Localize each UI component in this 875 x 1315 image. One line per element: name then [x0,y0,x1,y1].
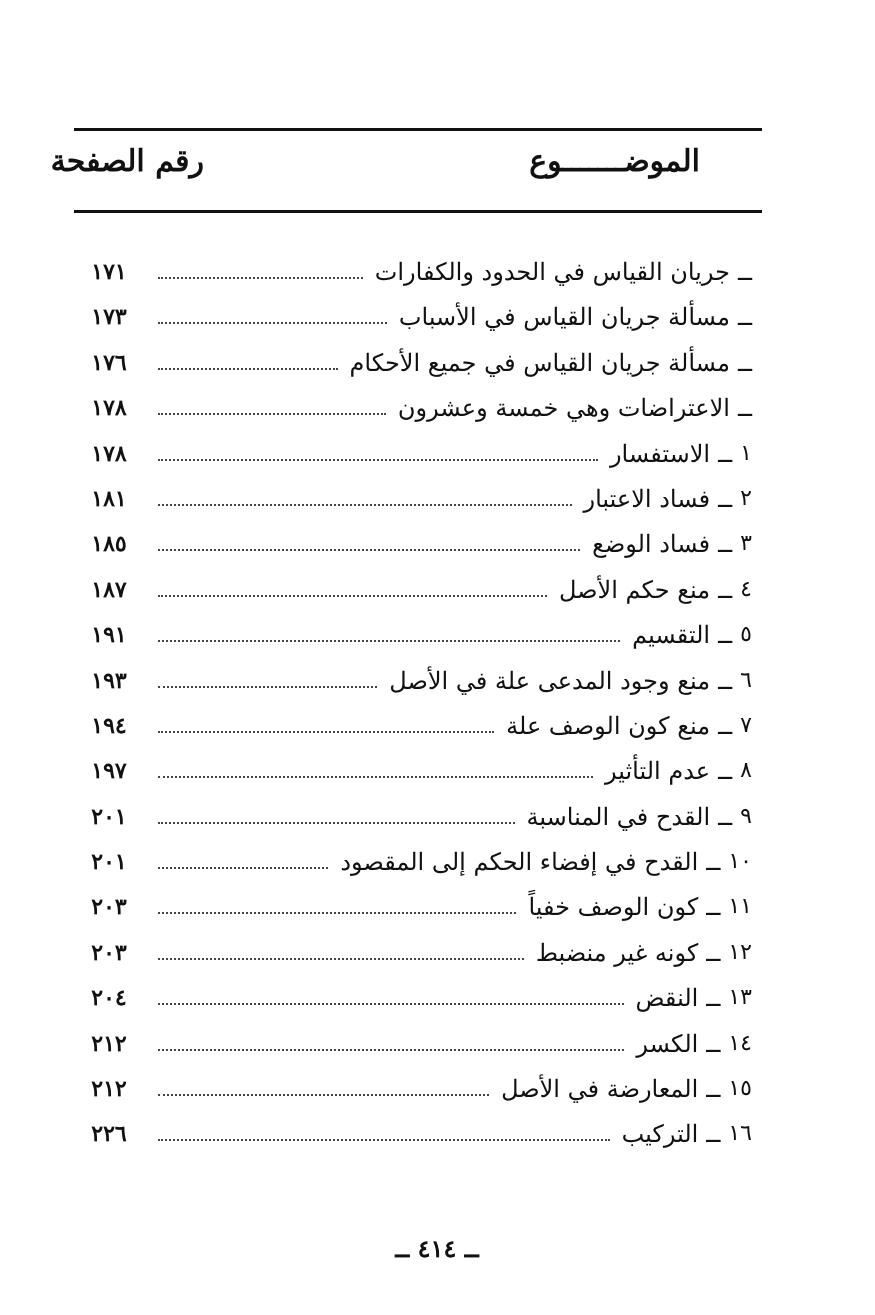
column-header-topic: الموضـــــــوع [529,144,700,179]
toc-entry-dash: ــ [706,893,721,922]
toc-entry [74,343,762,388]
toc-entry-title: الكسر [636,1029,699,1058]
toc-entry-title: منع وجود المدعى علة في الأصل [389,666,711,695]
toc-entry [74,297,762,342]
toc-entry-page-number: ١٨٥ [91,531,127,558]
toc-entry-title: المعارضة في الأصل [501,1075,699,1104]
toc-entry-page-number: ١٧٣ [91,304,127,331]
toc-entry-dash: ــ [718,711,733,740]
toc-entry-text [527,797,752,837]
toc-entry-text [375,252,752,292]
toc-entry-page-number: ٢٠١ [91,849,127,876]
toc-entry-title: فساد الاعتبار [583,484,711,513]
toc-entry [74,706,762,751]
toc-entry [74,570,762,615]
toc-entry-page-number: ٢٢٦ [91,1121,127,1148]
toc-entry-text [622,1114,752,1154]
toc-entry-page-number: ١٧٦ [91,349,127,376]
toc-entry-number: ١٣ [728,985,752,1011]
toc-entry-text [350,343,752,383]
toc-entry-number: ١٦ [728,1121,752,1147]
toc-entry-text [389,661,752,701]
toc-entry-title: منع حكم الأصل [559,575,711,604]
toc-entry-title: الاعتراضات وهي خمسة وعشرون [397,394,730,423]
dot-leader [158,459,598,461]
toc-entry-page-number: ٢٠٣ [91,894,127,921]
toc-entry [74,1024,762,1069]
toc-entry-text [632,615,752,655]
toc-entry-dash: ــ [718,439,733,468]
toc-entry-dash: ــ [706,848,721,877]
toc-entry-dash: ــ [737,394,752,423]
toc-entry [74,842,762,887]
toc-entry-page-number: ١٧٨ [91,440,127,467]
toc-entry [74,434,762,479]
toc-entry [74,1069,762,1114]
toc-entry-dash: ــ [737,303,752,332]
toc-entry-text [399,297,752,337]
toc-entry-page-number: ٢١٢ [91,1076,127,1103]
toc-entry-text [592,524,752,564]
toc-entry-page-number: ٢١٢ [91,1030,127,1057]
toc-entry-title: جريان القياس في الحدود والكفارات [374,258,730,286]
dot-leader [158,277,363,279]
toc-entry-dash: ــ [718,484,733,513]
toc-entry-number: ١٥ [728,1076,752,1102]
dot-leader [158,504,572,506]
dot-leader [158,413,386,415]
dot-leader [158,1139,610,1141]
toc-entry-text [506,706,752,746]
dot-leader [158,731,494,733]
table-of-contents [74,252,762,1160]
toc-entry-dash: ــ [706,1029,721,1058]
toc-entry-dash: ــ [718,575,733,604]
toc-entry-number: ١٤ [728,1030,752,1056]
toc-entry [74,661,762,706]
toc-entry-page-number: ١٧٨ [91,395,127,422]
toc-entry-dash: ــ [737,348,752,377]
toc-entry-dash: ــ [718,530,733,559]
toc-entry-page-number: ١٨٧ [91,576,127,603]
toc-entry-text [559,570,752,610]
toc-entry [74,615,762,660]
toc-entry-text [536,933,752,973]
toc-entry-title: مسألة جريان القياس في الأسباب [398,303,730,332]
column-header-page-number: رقم الصفحة [50,144,204,179]
toc-entry-dash: ــ [706,1075,721,1104]
toc-entry [74,388,762,433]
toc-entry-title: كونه غير منضبط [535,938,699,967]
dot-leader [158,1094,489,1096]
toc-entry-number: ١٢ [728,939,752,965]
dot-leader [158,640,620,642]
toc-entry-number: ١٠ [728,849,752,875]
toc-entry-text [636,1024,752,1064]
toc-entry-number: ٨ [740,758,752,784]
toc-entry [74,1114,762,1159]
toc-entry-title: القدح في المناسبة [526,802,711,831]
header-bottom-rule [74,210,762,213]
toc-entry-number: ٩ [740,803,752,829]
header-top-rule [74,128,762,131]
dot-leader [158,322,387,324]
toc-entry-text [340,842,752,882]
dot-leader [158,686,377,688]
toc-entry [74,479,762,524]
toc-entry-dash: ــ [718,802,733,831]
toc-entry-dash: ــ [737,258,752,286]
toc-entry-text [605,751,752,791]
toc-entry-dash: ــ [706,984,721,1013]
toc-entry-page-number: ١٨١ [91,485,127,512]
dot-leader [158,776,593,778]
toc-entry-dash: ــ [718,757,733,786]
toc-entry-text [501,1069,752,1109]
toc-entry-title: النقض [635,984,699,1013]
toc-entry-title: القدح في إفضاء الحكم إلى المقصود [340,848,699,877]
toc-entry-number: ١١ [728,894,752,920]
toc-entry-number: ٣ [740,531,752,557]
toc-entry-title: التركيب [621,1120,699,1149]
toc-entry-number: ٥ [740,622,752,648]
toc-entry-number: ٢ [740,485,752,511]
toc-entry-dash: ــ [706,938,721,967]
toc-entry [74,933,762,978]
toc-entry-title: عدم التأثير [605,757,711,786]
toc-entry-page-number: ١٧١ [91,259,127,285]
toc-entry-text [398,388,752,428]
dot-leader [158,1003,624,1005]
toc-entry [74,978,762,1023]
dot-leader [158,958,524,960]
toc-entry-number: ٦ [740,667,752,693]
toc-entry-text [610,434,752,474]
toc-entry-dash: ــ [718,621,733,650]
toc-entry-text [636,978,752,1018]
toc-entry-number: ٧ [740,712,752,738]
toc-entry-text [584,479,752,519]
toc-entry-page-number: ٢٠٣ [91,939,127,966]
toc-entry-text [528,887,752,927]
toc-entry [74,887,762,932]
toc-entry-title: الاستفسار [609,439,711,468]
toc-entry-dash: ــ [718,666,733,695]
toc-entry-number: ١ [740,440,752,466]
dot-leader [158,1049,624,1051]
dot-leader [158,595,547,597]
toc-entry [74,797,762,842]
dot-leader [158,822,515,824]
toc-entry [74,524,762,569]
toc-entry-page-number: ٢٠١ [91,803,127,830]
toc-entry-title: التقسيم [632,621,711,650]
toc-entry-page-number: ١٩٣ [91,667,127,694]
toc-entry-title: كون الوصف خفياً [528,893,699,922]
toc-entry-page-number: ١٩٧ [91,758,127,785]
page-folio: ــ ٤١٤ ــ [395,1234,479,1263]
toc-entry-page-number: ١٩١ [91,622,127,649]
toc-entry-dash: ــ [706,1120,721,1149]
toc-entry-title: مسألة جريان القياس في جميع الأحكام [349,348,730,377]
toc-entry [74,252,762,297]
dot-leader [158,867,328,869]
toc-entry-page-number: ٢٠٤ [91,985,127,1012]
toc-entry-number: ٤ [740,576,752,602]
dot-leader [158,368,338,370]
toc-entry-title: منع كون الوصف علة [506,711,711,740]
toc-entry-title: فساد الوضع [592,530,711,559]
dot-leader [158,912,516,914]
dot-leader [158,549,580,551]
toc-entry [74,751,762,796]
toc-entry-page-number: ١٩٤ [91,712,127,739]
